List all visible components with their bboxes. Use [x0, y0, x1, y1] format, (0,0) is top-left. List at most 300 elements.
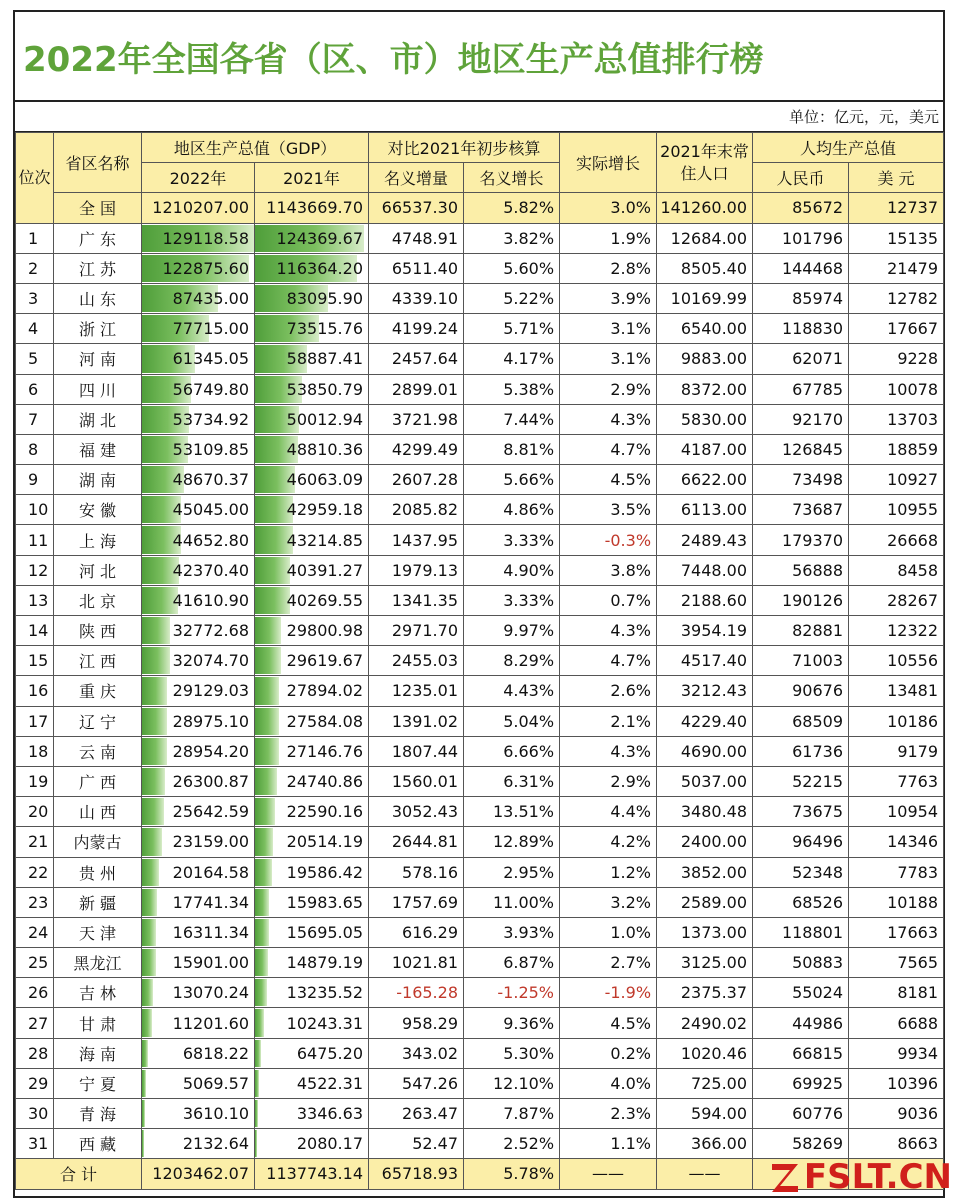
table-row	[16, 948, 944, 978]
population-cell: 2490.02	[657, 1008, 753, 1038]
table-row	[16, 887, 944, 917]
real-growth-cell: 3.1%	[560, 344, 657, 374]
gdp-bar	[142, 919, 156, 946]
gdp-bar	[255, 587, 290, 614]
population-cell: 12684.00	[657, 223, 753, 253]
real-growth-cell: 1.9%	[560, 223, 657, 253]
gdp-2021-cell	[255, 223, 369, 253]
gdp-value: 83095.90	[287, 289, 363, 308]
gdp-value: 3610.10	[183, 1104, 249, 1123]
gdp-2021-cell	[255, 736, 369, 766]
gdp-2021-cell	[255, 917, 369, 947]
gdp-bar	[255, 557, 290, 584]
gdp-2022-cell	[142, 223, 255, 253]
per-capita-rmb-cell: 68526	[753, 887, 849, 917]
province-cell: 海 南	[54, 1038, 142, 1068]
national-gdp-2022: 1210207.00	[142, 193, 255, 223]
increase-cell: 2085.82	[369, 495, 464, 525]
header-usd: 美 元	[849, 163, 944, 193]
gdp-value: 2080.17	[297, 1134, 363, 1153]
gdp-2021-cell	[255, 283, 369, 313]
national-per-capita-usd: 12737	[849, 193, 944, 223]
increase-cell: 2899.01	[369, 374, 464, 404]
gdp-2021-cell	[255, 374, 369, 404]
real-growth-cell: 4.3%	[560, 404, 657, 434]
growth-cell: 13.51%	[464, 797, 560, 827]
population-cell: 2188.60	[657, 585, 753, 615]
gdp-2021-cell	[255, 827, 369, 857]
increase-cell: 547.26	[369, 1068, 464, 1098]
gdp-2022-cell	[142, 525, 255, 555]
growth-cell: 3.82%	[464, 223, 560, 253]
gdp-2022-cell	[142, 283, 255, 313]
per-capita-usd-cell: 15135	[849, 223, 944, 253]
gdp-bar	[255, 1130, 257, 1157]
province-cell: 河 北	[54, 555, 142, 585]
per-capita-usd-cell: 13481	[849, 676, 944, 706]
province-cell: 福 建	[54, 434, 142, 464]
per-capita-usd-cell: 10955	[849, 495, 944, 525]
population-cell: 1020.46	[657, 1038, 753, 1068]
increase-cell: 4199.24	[369, 314, 464, 344]
gdp-value: 48670.37	[173, 470, 249, 489]
per-capita-rmb-cell: 73498	[753, 465, 849, 495]
table-row	[16, 827, 944, 857]
table-row	[16, 253, 944, 283]
gdp-bar	[255, 979, 267, 1006]
gdp-bar	[142, 979, 153, 1006]
watermark-text: FSLT.CN	[804, 1157, 952, 1197]
growth-cell: 5.22%	[464, 283, 560, 313]
gdp-2022-cell	[142, 434, 255, 464]
per-capita-rmb-cell: 92170	[753, 404, 849, 434]
real-growth-cell: 2.3%	[560, 1099, 657, 1129]
gdp-2021-cell	[255, 525, 369, 555]
gdp-bar	[255, 1040, 261, 1067]
table-row	[16, 1099, 944, 1129]
province-cell: 广 西	[54, 766, 142, 796]
gdp-value: 10243.31	[287, 1014, 363, 1033]
per-capita-rmb-cell: 71003	[753, 646, 849, 676]
increase-cell: 578.16	[369, 857, 464, 887]
real-growth-cell: -1.9%	[560, 978, 657, 1008]
gdp-value: 45045.00	[173, 500, 249, 519]
gdp-2022-cell	[142, 736, 255, 766]
per-capita-rmb-cell: 118801	[753, 917, 849, 947]
gdp-2021-cell	[255, 495, 369, 525]
population-cell: 5830.00	[657, 404, 753, 434]
table-row	[16, 465, 944, 495]
rank-cell: 22	[16, 857, 54, 887]
per-capita-usd-cell: 10556	[849, 646, 944, 676]
gdp-2022-cell	[142, 706, 255, 736]
per-capita-usd-cell: 12782	[849, 283, 944, 313]
gdp-bar	[142, 1009, 152, 1036]
growth-cell: 2.95%	[464, 857, 560, 887]
real-growth-cell: 3.5%	[560, 495, 657, 525]
province-cell: 湖 北	[54, 404, 142, 434]
population-cell: 8505.40	[657, 253, 753, 283]
per-capita-usd-cell: 12322	[849, 616, 944, 646]
per-capita-rmb-cell: 126845	[753, 434, 849, 464]
population-cell: 8372.00	[657, 374, 753, 404]
growth-cell: 3.93%	[464, 917, 560, 947]
growth-cell: 5.04%	[464, 706, 560, 736]
gdp-bar	[255, 647, 281, 674]
gdp-value: 28954.20	[173, 742, 249, 761]
real-growth-cell: 1.2%	[560, 857, 657, 887]
table-row	[16, 1038, 944, 1068]
rank-cell: 28	[16, 1038, 54, 1068]
site-watermark	[770, 1157, 952, 1197]
rank-cell: 15	[16, 646, 54, 676]
per-capita-usd-cell: 8181	[849, 978, 944, 1008]
growth-cell: 7.87%	[464, 1099, 560, 1129]
gdp-value: 20514.19	[287, 832, 363, 851]
table-row	[16, 1129, 944, 1159]
gdp-value: 13235.52	[287, 983, 363, 1002]
gdp-value: 5069.57	[183, 1074, 249, 1093]
table-row	[16, 797, 944, 827]
gdp-bar	[255, 1100, 258, 1127]
province-cell: 重 庆	[54, 676, 142, 706]
gdp-value: 42370.40	[173, 561, 249, 580]
rank-cell: 13	[16, 585, 54, 615]
increase-cell: 4748.91	[369, 223, 464, 253]
province-cell: 江 苏	[54, 253, 142, 283]
gdp-value: 14879.19	[287, 953, 363, 972]
population-cell: 10169.99	[657, 283, 753, 313]
gdp-2022-cell	[142, 585, 255, 615]
per-capita-usd-cell: 21479	[849, 253, 944, 283]
gdp-value: 6818.22	[183, 1044, 249, 1063]
gdp-value: 3346.63	[297, 1104, 363, 1123]
table-row	[16, 1008, 944, 1038]
rank-cell: 9	[16, 465, 54, 495]
gdp-value: 41610.90	[173, 591, 249, 610]
population-cell: 3480.48	[657, 797, 753, 827]
per-capita-usd-cell: 10954	[849, 797, 944, 827]
growth-cell: 6.66%	[464, 736, 560, 766]
per-capita-usd-cell: 10927	[849, 465, 944, 495]
gdp-bar	[255, 1070, 259, 1097]
per-capita-usd-cell: 14346	[849, 827, 944, 857]
per-capita-usd-cell: 6688	[849, 1008, 944, 1038]
gdp-2021-cell	[255, 766, 369, 796]
population-cell: 366.00	[657, 1129, 753, 1159]
increase-cell: 1979.13	[369, 555, 464, 585]
gdp-2022-cell	[142, 797, 255, 827]
gdp-value: 53850.79	[287, 380, 363, 399]
gdp-value: 27894.02	[287, 681, 363, 700]
gdp-bar	[142, 798, 164, 825]
header-gdp: 地区生产总值（GDP）	[142, 133, 369, 163]
per-capita-usd-cell: 7783	[849, 857, 944, 887]
gdp-value: 32074.70	[173, 651, 249, 670]
gdp-value: 77715.00	[173, 319, 249, 338]
gdp-value: 2132.64	[183, 1134, 249, 1153]
population-cell: 4690.00	[657, 736, 753, 766]
growth-cell: 11.00%	[464, 887, 560, 917]
province-cell: 吉 林	[54, 978, 142, 1008]
increase-cell: 1757.69	[369, 887, 464, 917]
gdp-bar	[142, 889, 157, 916]
table-row	[16, 676, 944, 706]
gdp-value: 124369.67	[276, 229, 363, 248]
population-cell: 5037.00	[657, 766, 753, 796]
growth-cell: 6.87%	[464, 948, 560, 978]
table-row	[16, 1068, 944, 1098]
gdp-bar	[255, 708, 279, 735]
gdp-value: 26300.87	[173, 772, 249, 791]
gdp-2022-cell	[142, 978, 255, 1008]
gdp-2021-cell	[255, 344, 369, 374]
per-capita-usd-cell: 28267	[849, 585, 944, 615]
real-growth-cell: 4.7%	[560, 646, 657, 676]
increase-cell: 4299.49	[369, 434, 464, 464]
gdp-bar	[142, 1040, 148, 1067]
gdp-value: 11201.60	[173, 1014, 249, 1033]
rank-cell: 8	[16, 434, 54, 464]
gdp-2022-cell	[142, 404, 255, 434]
population-cell: 2489.43	[657, 525, 753, 555]
rank-cell: 6	[16, 374, 54, 404]
growth-cell: 7.44%	[464, 404, 560, 434]
gdp-2022-cell	[142, 616, 255, 646]
gdp-value: 40269.55	[287, 591, 363, 610]
province-cell: 北 京	[54, 585, 142, 615]
gdp-bar	[255, 889, 269, 916]
gdp-2022-cell	[142, 676, 255, 706]
growth-cell: 5.30%	[464, 1038, 560, 1068]
growth-cell: -1.25%	[464, 978, 560, 1008]
table-row	[16, 766, 944, 796]
total-label: 合 计	[16, 1159, 142, 1189]
province-cell: 山 东	[54, 283, 142, 313]
population-cell: 3212.43	[657, 676, 753, 706]
gdp-value: 129118.58	[162, 229, 249, 248]
real-growth-cell: 2.6%	[560, 676, 657, 706]
gdp-value: 24740.86	[287, 772, 363, 791]
table-row	[16, 585, 944, 615]
gdp-value: 61345.05	[173, 349, 249, 368]
gdp-table	[15, 132, 944, 1190]
growth-cell: 5.66%	[464, 465, 560, 495]
gdp-bar	[142, 859, 159, 886]
growth-cell: 5.71%	[464, 314, 560, 344]
rank-cell: 17	[16, 706, 54, 736]
gdp-value: 122875.60	[162, 259, 249, 278]
per-capita-rmb-cell: 62071	[753, 344, 849, 374]
population-cell: 7448.00	[657, 555, 753, 585]
rank-cell: 10	[16, 495, 54, 525]
table-row	[16, 978, 944, 1008]
total-gdp-2022: 1203462.07	[142, 1159, 255, 1189]
per-capita-rmb-cell: 61736	[753, 736, 849, 766]
population-cell: 4517.40	[657, 646, 753, 676]
per-capita-rmb-cell: 118830	[753, 314, 849, 344]
real-growth-cell: 4.2%	[560, 827, 657, 857]
per-capita-rmb-cell: 69925	[753, 1068, 849, 1098]
rank-cell: 26	[16, 978, 54, 1008]
gdp-bar	[255, 738, 279, 765]
gdp-2022-cell	[142, 1008, 255, 1038]
per-capita-usd-cell: 10078	[849, 374, 944, 404]
per-capita-usd-cell: 18859	[849, 434, 944, 464]
per-capita-usd-cell: 8663	[849, 1129, 944, 1159]
national-row	[16, 193, 944, 223]
population-cell: 6113.00	[657, 495, 753, 525]
gdp-bar	[142, 677, 167, 704]
gdp-value: 43214.85	[287, 531, 363, 550]
gdp-bar	[142, 1130, 144, 1157]
population-cell: 2400.00	[657, 827, 753, 857]
real-growth-cell: 2.7%	[560, 948, 657, 978]
table-row	[16, 404, 944, 434]
table-row	[16, 646, 944, 676]
table-row	[16, 736, 944, 766]
per-capita-rmb-cell: 67785	[753, 374, 849, 404]
province-cell: 西 藏	[54, 1129, 142, 1159]
gdp-bar	[142, 647, 170, 674]
gdp-2022-cell	[142, 887, 255, 917]
population-cell: 6622.00	[657, 465, 753, 495]
per-capita-rmb-cell: 52348	[753, 857, 849, 887]
rank-cell: 27	[16, 1008, 54, 1038]
gdp-value: 116364.20	[276, 259, 363, 278]
gdp-value: 73515.76	[287, 319, 363, 338]
table-row	[16, 314, 944, 344]
table-row	[16, 374, 944, 404]
per-capita-usd-cell: 9036	[849, 1099, 944, 1129]
increase-cell: 4339.10	[369, 283, 464, 313]
population-cell: 725.00	[657, 1068, 753, 1098]
province-cell: 天 津	[54, 917, 142, 947]
increase-cell: 1437.95	[369, 525, 464, 555]
gdp-2021-cell	[255, 253, 369, 283]
gdp-2022-cell	[142, 314, 255, 344]
table-row	[16, 706, 944, 736]
gdp-2021-cell	[255, 857, 369, 887]
province-cell: 山 西	[54, 797, 142, 827]
gdp-2022-cell	[142, 465, 255, 495]
gdp-2021-cell	[255, 1099, 369, 1129]
increase-cell: 6511.40	[369, 253, 464, 283]
total-growth: 5.78%	[464, 1159, 560, 1189]
increase-cell: 1235.01	[369, 676, 464, 706]
growth-cell: 4.86%	[464, 495, 560, 525]
real-growth-cell: 4.4%	[560, 797, 657, 827]
gdp-value: 15901.00	[173, 953, 249, 972]
increase-cell: 2644.81	[369, 827, 464, 857]
per-capita-usd-cell: 10188	[849, 887, 944, 917]
per-capita-rmb-cell: 144468	[753, 253, 849, 283]
province-cell: 宁 夏	[54, 1068, 142, 1098]
national-gdp-2021: 1143669.70	[255, 193, 369, 223]
population-cell: 594.00	[657, 1099, 753, 1129]
rank-cell: 16	[16, 676, 54, 706]
gdp-2021-cell	[255, 1068, 369, 1098]
gdp-bar	[255, 859, 272, 886]
total-real-growth: ——	[560, 1159, 657, 1189]
province-cell: 湖 南	[54, 465, 142, 495]
growth-cell: 4.17%	[464, 344, 560, 374]
gdp-value: 27146.76	[287, 742, 363, 761]
growth-cell: 8.81%	[464, 434, 560, 464]
gdp-2021-cell	[255, 616, 369, 646]
ranking-table-frame	[13, 10, 945, 1198]
gdp-2021-cell	[255, 434, 369, 464]
header-province: 省区名称	[54, 133, 142, 193]
per-capita-rmb-cell: 55024	[753, 978, 849, 1008]
gdp-bar	[142, 828, 162, 855]
per-capita-rmb-cell: 101796	[753, 223, 849, 253]
province-cell: 四 川	[54, 374, 142, 404]
header-population: 2021年末常住人口	[657, 133, 753, 193]
gdp-2021-cell	[255, 797, 369, 827]
gdp-2021-cell	[255, 978, 369, 1008]
gdp-value: 19586.42	[287, 863, 363, 882]
increase-cell: 2971.70	[369, 616, 464, 646]
growth-cell: 2.52%	[464, 1129, 560, 1159]
per-capita-usd-cell: 17663	[849, 917, 944, 947]
rank-cell: 30	[16, 1099, 54, 1129]
gdp-2022-cell	[142, 344, 255, 374]
gdp-value: 17741.34	[173, 893, 249, 912]
gdp-2021-cell	[255, 404, 369, 434]
increase-cell: 958.29	[369, 1008, 464, 1038]
per-capita-usd-cell: 26668	[849, 525, 944, 555]
per-capita-usd-cell: 10396	[849, 1068, 944, 1098]
per-capita-usd-cell: 17667	[849, 314, 944, 344]
rank-cell: 24	[16, 917, 54, 947]
growth-cell: 4.43%	[464, 676, 560, 706]
increase-cell: 1341.35	[369, 585, 464, 615]
rank-cell: 7	[16, 404, 54, 434]
gdp-value: 25642.59	[173, 802, 249, 821]
real-growth-cell: 3.1%	[560, 314, 657, 344]
gdp-value: 87435.00	[173, 289, 249, 308]
increase-cell: 3052.43	[369, 797, 464, 827]
increase-cell: 263.47	[369, 1099, 464, 1129]
per-capita-rmb-cell: 68509	[753, 706, 849, 736]
real-growth-cell: 3.8%	[560, 555, 657, 585]
growth-cell: 12.89%	[464, 827, 560, 857]
table-row	[16, 223, 944, 253]
per-capita-rmb-cell: 96496	[753, 827, 849, 857]
gdp-value: 29619.67	[287, 651, 363, 670]
rank-cell: 1	[16, 223, 54, 253]
gdp-2021-cell	[255, 887, 369, 917]
population-cell: 4229.40	[657, 706, 753, 736]
table-row	[16, 525, 944, 555]
increase-cell: 2607.28	[369, 465, 464, 495]
real-growth-cell: 1.0%	[560, 917, 657, 947]
gdp-value: 29800.98	[287, 621, 363, 640]
per-capita-usd-cell: 9179	[849, 736, 944, 766]
per-capita-rmb-cell: 52215	[753, 766, 849, 796]
gdp-value: 15983.65	[287, 893, 363, 912]
population-cell: 3954.19	[657, 616, 753, 646]
per-capita-rmb-cell: 85974	[753, 283, 849, 313]
gdp-value: 32772.68	[173, 621, 249, 640]
rank-cell: 2	[16, 253, 54, 283]
province-cell: 青 海	[54, 1099, 142, 1129]
gdp-2021-cell	[255, 465, 369, 495]
real-growth-cell: 3.2%	[560, 887, 657, 917]
gdp-bar	[142, 949, 156, 976]
total-gdp-2021: 1137743.14	[255, 1159, 369, 1189]
